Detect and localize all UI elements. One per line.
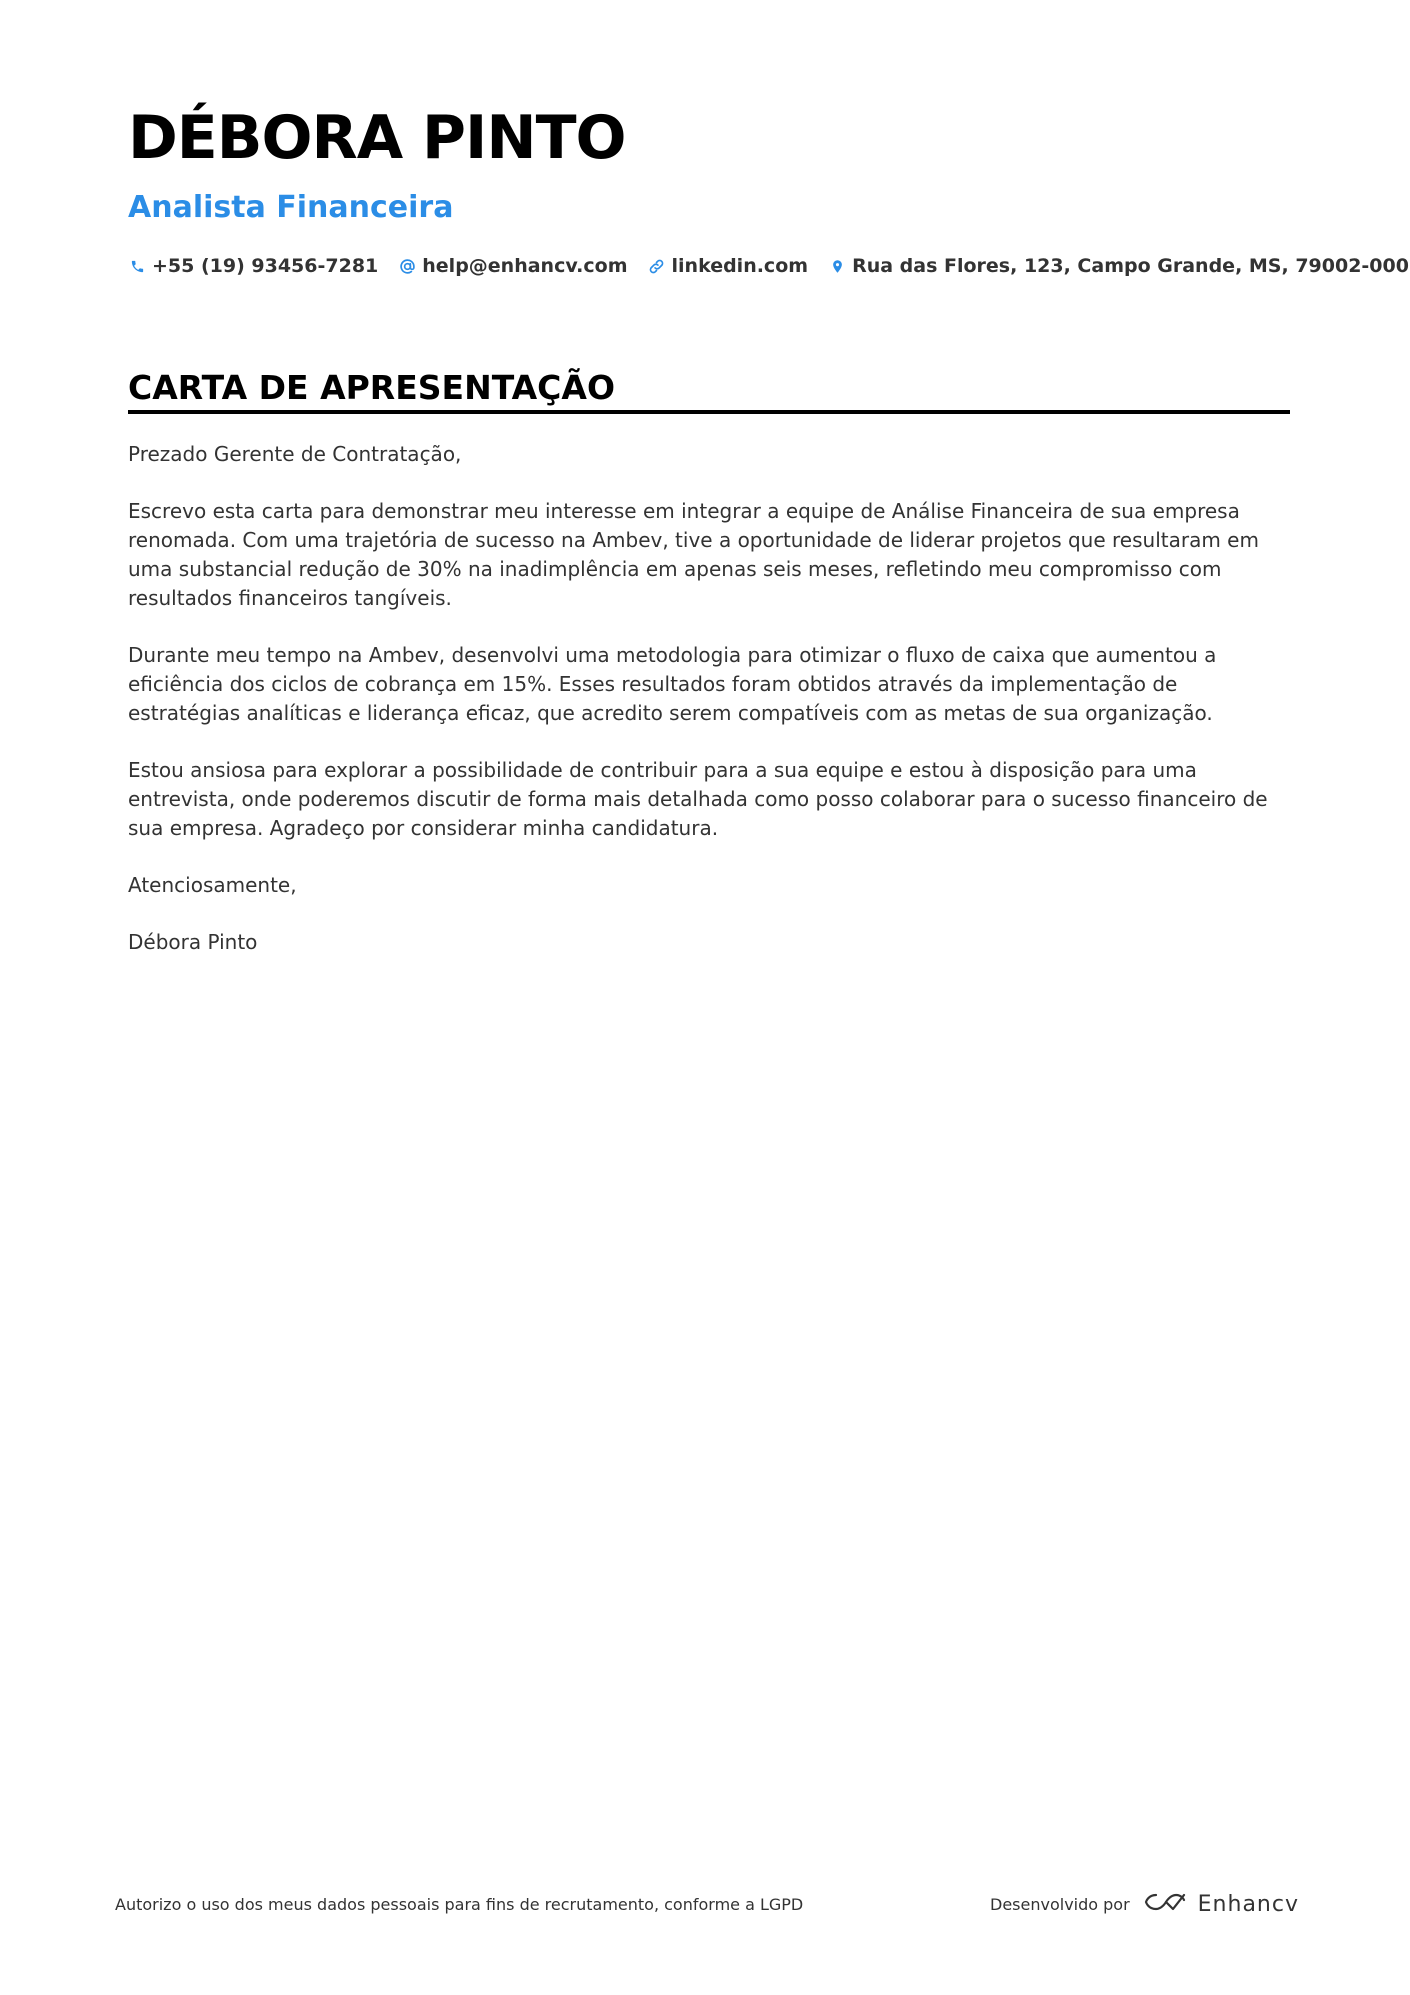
footer-brand[interactable]: [990, 1890, 1299, 1919]
location-pin-icon: [828, 257, 846, 275]
footer-consent: Autorizo o uso dos meus dados pessoais para fins de recrutamento, conforme a LGPD: [115, 1895, 804, 1914]
letter-paragraph-1: Escrevo esta carta para demonstrar meu interesse em integrar a equipe de Análise Financeira de sua empresa renomada. Com uma trajetória de sucesso na Ambev, tive a oportunidade de liderar projetos que resultaram em uma substancial redução de 30% na inadimplência em apenas seis meses, refletindo meu compromisso com resultados financeiros tangíveis.: [128, 499, 1259, 610]
contact-email[interactable]: [398, 255, 627, 277]
letter-paragraph-2: Durante meu tempo na Ambev, desenvolvi uma metodologia para otimizar o fluxo de caixa que aumentou a eficiência dos ciclos de cobrança em 15%. Esses resultados foram obtidos através da implementação de estratégias analíticas e liderança eficaz, que acredito serem compatíveis com as metas de sua organização.: [128, 643, 1217, 725]
contact-linkedin-text: linkedin.com: [671, 255, 809, 277]
letter-closing: Atenciosamente,: [128, 873, 297, 897]
letter-greeting: Prezado Gerente de Contratação,: [128, 442, 462, 466]
contact-linkedin[interactable]: [648, 255, 809, 277]
contact-phone-text: +55 (19) 93456-7281: [152, 255, 379, 277]
contact-phone: [128, 255, 378, 277]
contact-address-text: Rua das Flores, 123, Campo Grande, MS, 79002-000: [852, 255, 1409, 277]
letter-paragraph-3: Estou ansiosa para explorar a possibilidade de contribuir para a sua equipe e estou à disposição para uma entrevista, onde poderemos discutir de forma mais detalhada como posso colaborar para o sucesso financeiro de sua empresa. Agradeço por considerar minha candidatura.: [128, 758, 1268, 840]
candidate-role: Analista Financeira: [128, 190, 454, 225]
phone-icon: [128, 257, 146, 275]
footer-built-by: Desenvolvido por: [990, 1895, 1130, 1914]
section-title: CARTA DE APRESENTAÇÃO: [128, 368, 615, 407]
contact-address: [828, 255, 1409, 277]
section-divider: [128, 410, 1290, 414]
footer-brand-name: Enhancv: [1197, 1892, 1299, 1917]
at-icon: [398, 257, 416, 275]
enhancv-logo-icon: [1142, 1890, 1188, 1919]
link-icon: [648, 257, 666, 275]
letter-body: [128, 440, 1293, 985]
contact-bar: [128, 255, 1410, 277]
candidate-name: DÉBORA PINTO: [128, 103, 626, 173]
letter-signature: Débora Pinto: [128, 930, 258, 954]
contact-email-text: help@enhancv.com: [422, 255, 628, 277]
